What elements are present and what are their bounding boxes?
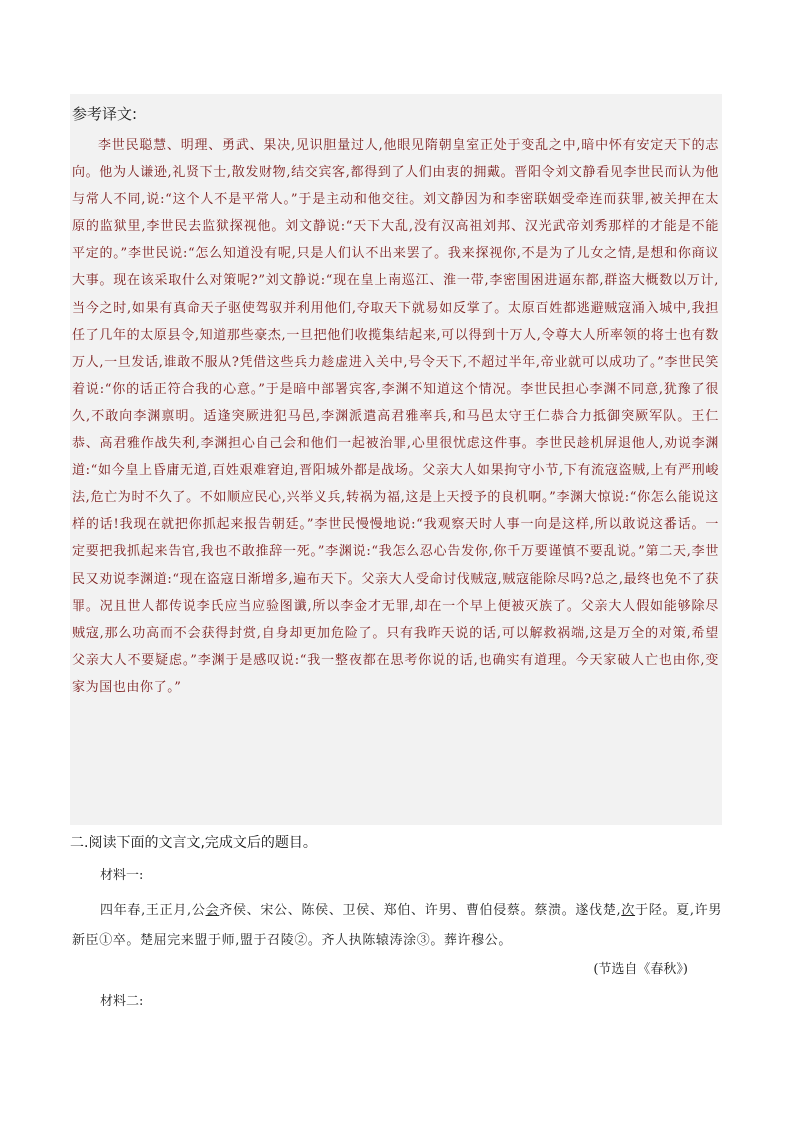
- material-1-text-c: 于陉。夏,许男新臣①卒。楚屈完来盟于师,盟于召陵②。齐人执陈辕涛涂③。葬许穆公。: [72, 903, 722, 948]
- material-1-text-b: 齐侯、宋公、陈侯、卫侯、郑伯、许男、曹伯侵蔡。蔡溃。遂伐楚,: [219, 903, 622, 918]
- material-2-label: 材料二:: [100, 994, 144, 1009]
- underlined-word-ci: 次: [621, 903, 636, 918]
- underlined-word-hui: 会: [205, 903, 220, 918]
- reference-title: 参考译文:: [72, 105, 138, 123]
- reference-translation-box: [70, 94, 722, 825]
- material-1-text: [72, 896, 722, 956]
- material-1-text-a: 四年春,王正月,公: [100, 903, 206, 918]
- material-1-source: (节选自《春秋》): [593, 962, 688, 977]
- question-heading: 二.阅读下面的文言文,完成文后的题目。: [70, 835, 317, 851]
- reference-body: 李世民聪慧、明理、勇武、果决,见识胆量过人,他眼见隋朝皇室正处于变乱之中,暗中怀有安定天下的志向。他为人谦逊,礼贤下士,散发财物,结交宾客,都得到了人们由衷的拥戴。晋阳令刘文静看见李世民而认为他与常人不同,说:“这个人不是平常人。”于是主动和他交往。刘文静因为和李密联姻受牵连而获罪,被关押在太原的监狱里,李世民去监狱探视他。刘文静说:“天下大乱,没有汉高祖刘邦、汉光武帝刘秀那样的才能是不能平定的。”李世民说:“怎么知道没有呢,只是人们认不出来罢了。我来探视你,不是为了儿女之情,是想和你商议大事。现在该采取什么对策呢?”刘文静说:“现在皇上南巡江、淮一带,李密围困进逼东都,群盗大概数以万计,当今之时,如果有真命天子驱使驾驭并利用他们,夺取天下就易如反掌了。太原百姓都逃避贼寇涌入城中,我担任了几年的太原县令,知道那些豪杰,一旦把他们收揽集结起来,可以得到十万人,令尊大人所率领的将士也有数万人,一旦发话,谁敢不服从?凭借这些兵力趁虚进入关中,号令天下,不超过半年,帝业就可以成功了。”李世民笑着说:“你的话正符合我的心意。”于是暗中部署宾客,李渊不知道这个情况。李世民担心李渊不同意,犹豫了很久,不敢向李渊禀明。适逢突厥进犯马邑,李渊派遣高君雅率兵,和马邑太守王仁恭合力抵御突厥军队。王仁恭、高君雅作战失利,李渊担心自己会和他们一起被治罪,心里很忧虑这件事。李世民趁机屏退他人,劝说李渊道:“如今皇上昏庸无道,百姓艰难窘迫,晋阳城外都是战场。父亲大人如果拘守小节,下有流寇盗贼,上有严刑峻法,危亡为时不久了。不如顺应民心,兴举义兵,转祸为福,这是上天授予的良机啊。”李渊大惊说:“你怎么能说这样的话!我现在就把你抓起来报告朝廷。”李世民慢慢地说:“我观察天时人事一向是这样,所以敢说这番话。一定要把我抓起来告官,我也不敢推辞一死。”李渊说:“我怎么忍心告发你,你千万要谨慎不要乱说。”第二天,李世民又劝说李渊道:“现在盗寇日渐增多,遍布天下。父亲大人受命讨伐贼寇,贼寇能除尽吗?总之,最终也免不了获罪。况且世人都传说李氏应当应验图谶,所以李金才无罪,却在一个早上便被灭族了。父亲大人假如能够除尽贼寇,那么功高而不会获得封赏,自身却更加危险了。只有我昨天说的话,可以解救祸端,这是万全的对策,希望父亲大人不要疑虑。”李渊于是感叹说:“我一整夜都在思考你说的话,也确实有道理。今天家破人亡也由你,变家为国也由你了。”: [72, 138, 719, 695]
- material-1-label: 材料一:: [100, 868, 144, 883]
